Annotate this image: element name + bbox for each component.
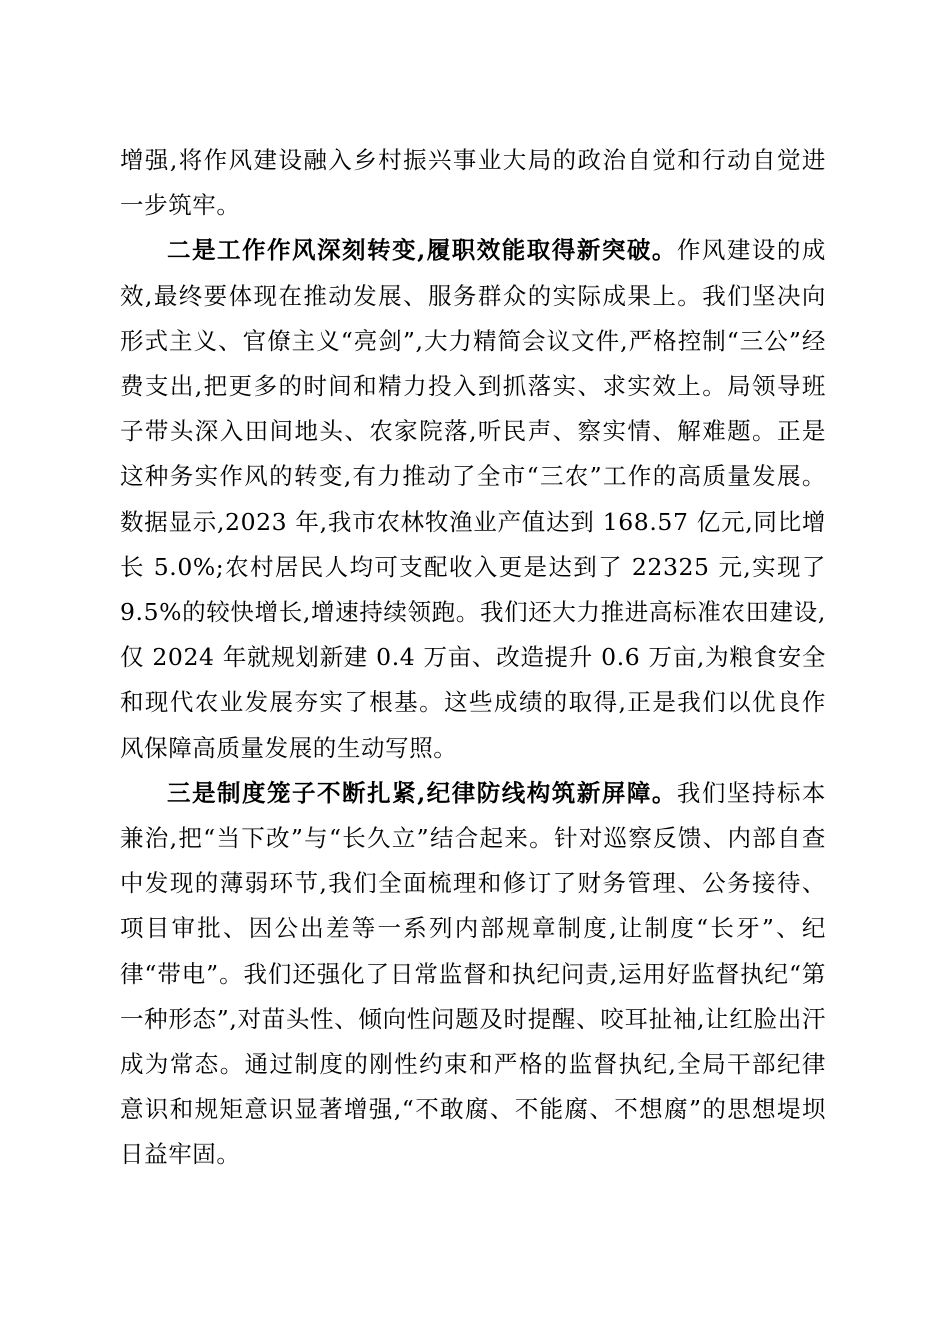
paragraph-heading: 三是制度笼子不断扎紧,纪律防线构筑新屏障。 (167, 778, 677, 807)
paragraph-text: 作风建设的成效,最终要体现在推动发展、服务群众的实际成果上。我们坚决向形式主义、官僚主义“亮剑”,大力精简会议文件,严格控制“三公”经费支出,把更多的时间和精力投入到抓落实、求实效上。局领导班子带头深入田间地头、农家院落,听民声、察实情、解难题。正是这种务实作风的转变,有力推动了全市“三农”工作的高质量发展。数据显示,2023 年,我市农林牧渔业产值达到 168.57 亿元,同比增长 5.0%;农村居民人均可支配收入更是达到了 22325 元,实现了 9.5%的较快增长,增速持续领跑。我们还大力推进高标准农田建设,仅 2024 年就规划新建 0.4 万亩、改造提升 0.6 万亩,为粮食安全和现代农业发展夯实了根基。这些成绩的取得,正是我们以优良作风保障高质量发展的生动写照。 (120, 236, 826, 762)
paragraph-heading: 二是工作作风深刻转变,履职效能取得新突破。 (167, 236, 677, 265)
paragraph-institutions (120, 771, 826, 1178)
document-body (120, 138, 826, 1178)
paragraph-continuation (120, 138, 826, 228)
paragraph-work-style (120, 228, 826, 770)
paragraph-text: 增强,将作风建设融入乡村振兴事业大局的政治自觉和行动自觉进一步筑牢。 (120, 146, 826, 220)
paragraph-text: 我们坚持标本兼治,把“当下改”与“长久立”结合起来。针对巡察反馈、内部自查中发现的薄弱环节,我们全面梳理和修订了财务管理、公务接待、项目审批、因公出差等一系列内部规章制度,让制度“长牙”、纪律“带电”。我们还强化了日常监督和执纪问责,运用好监督执纪“第一种形态”,对苗头性、倾向性问题及时提醒、咬耳扯袖,让红脸出汗成为常态。通过制度的刚性约束和严格的监督执纪,全局干部纪律意识和规矩意识显著增强,“不敢腐、不能腐、不想腐”的思想堤坝日益牢固。 (120, 778, 826, 1169)
